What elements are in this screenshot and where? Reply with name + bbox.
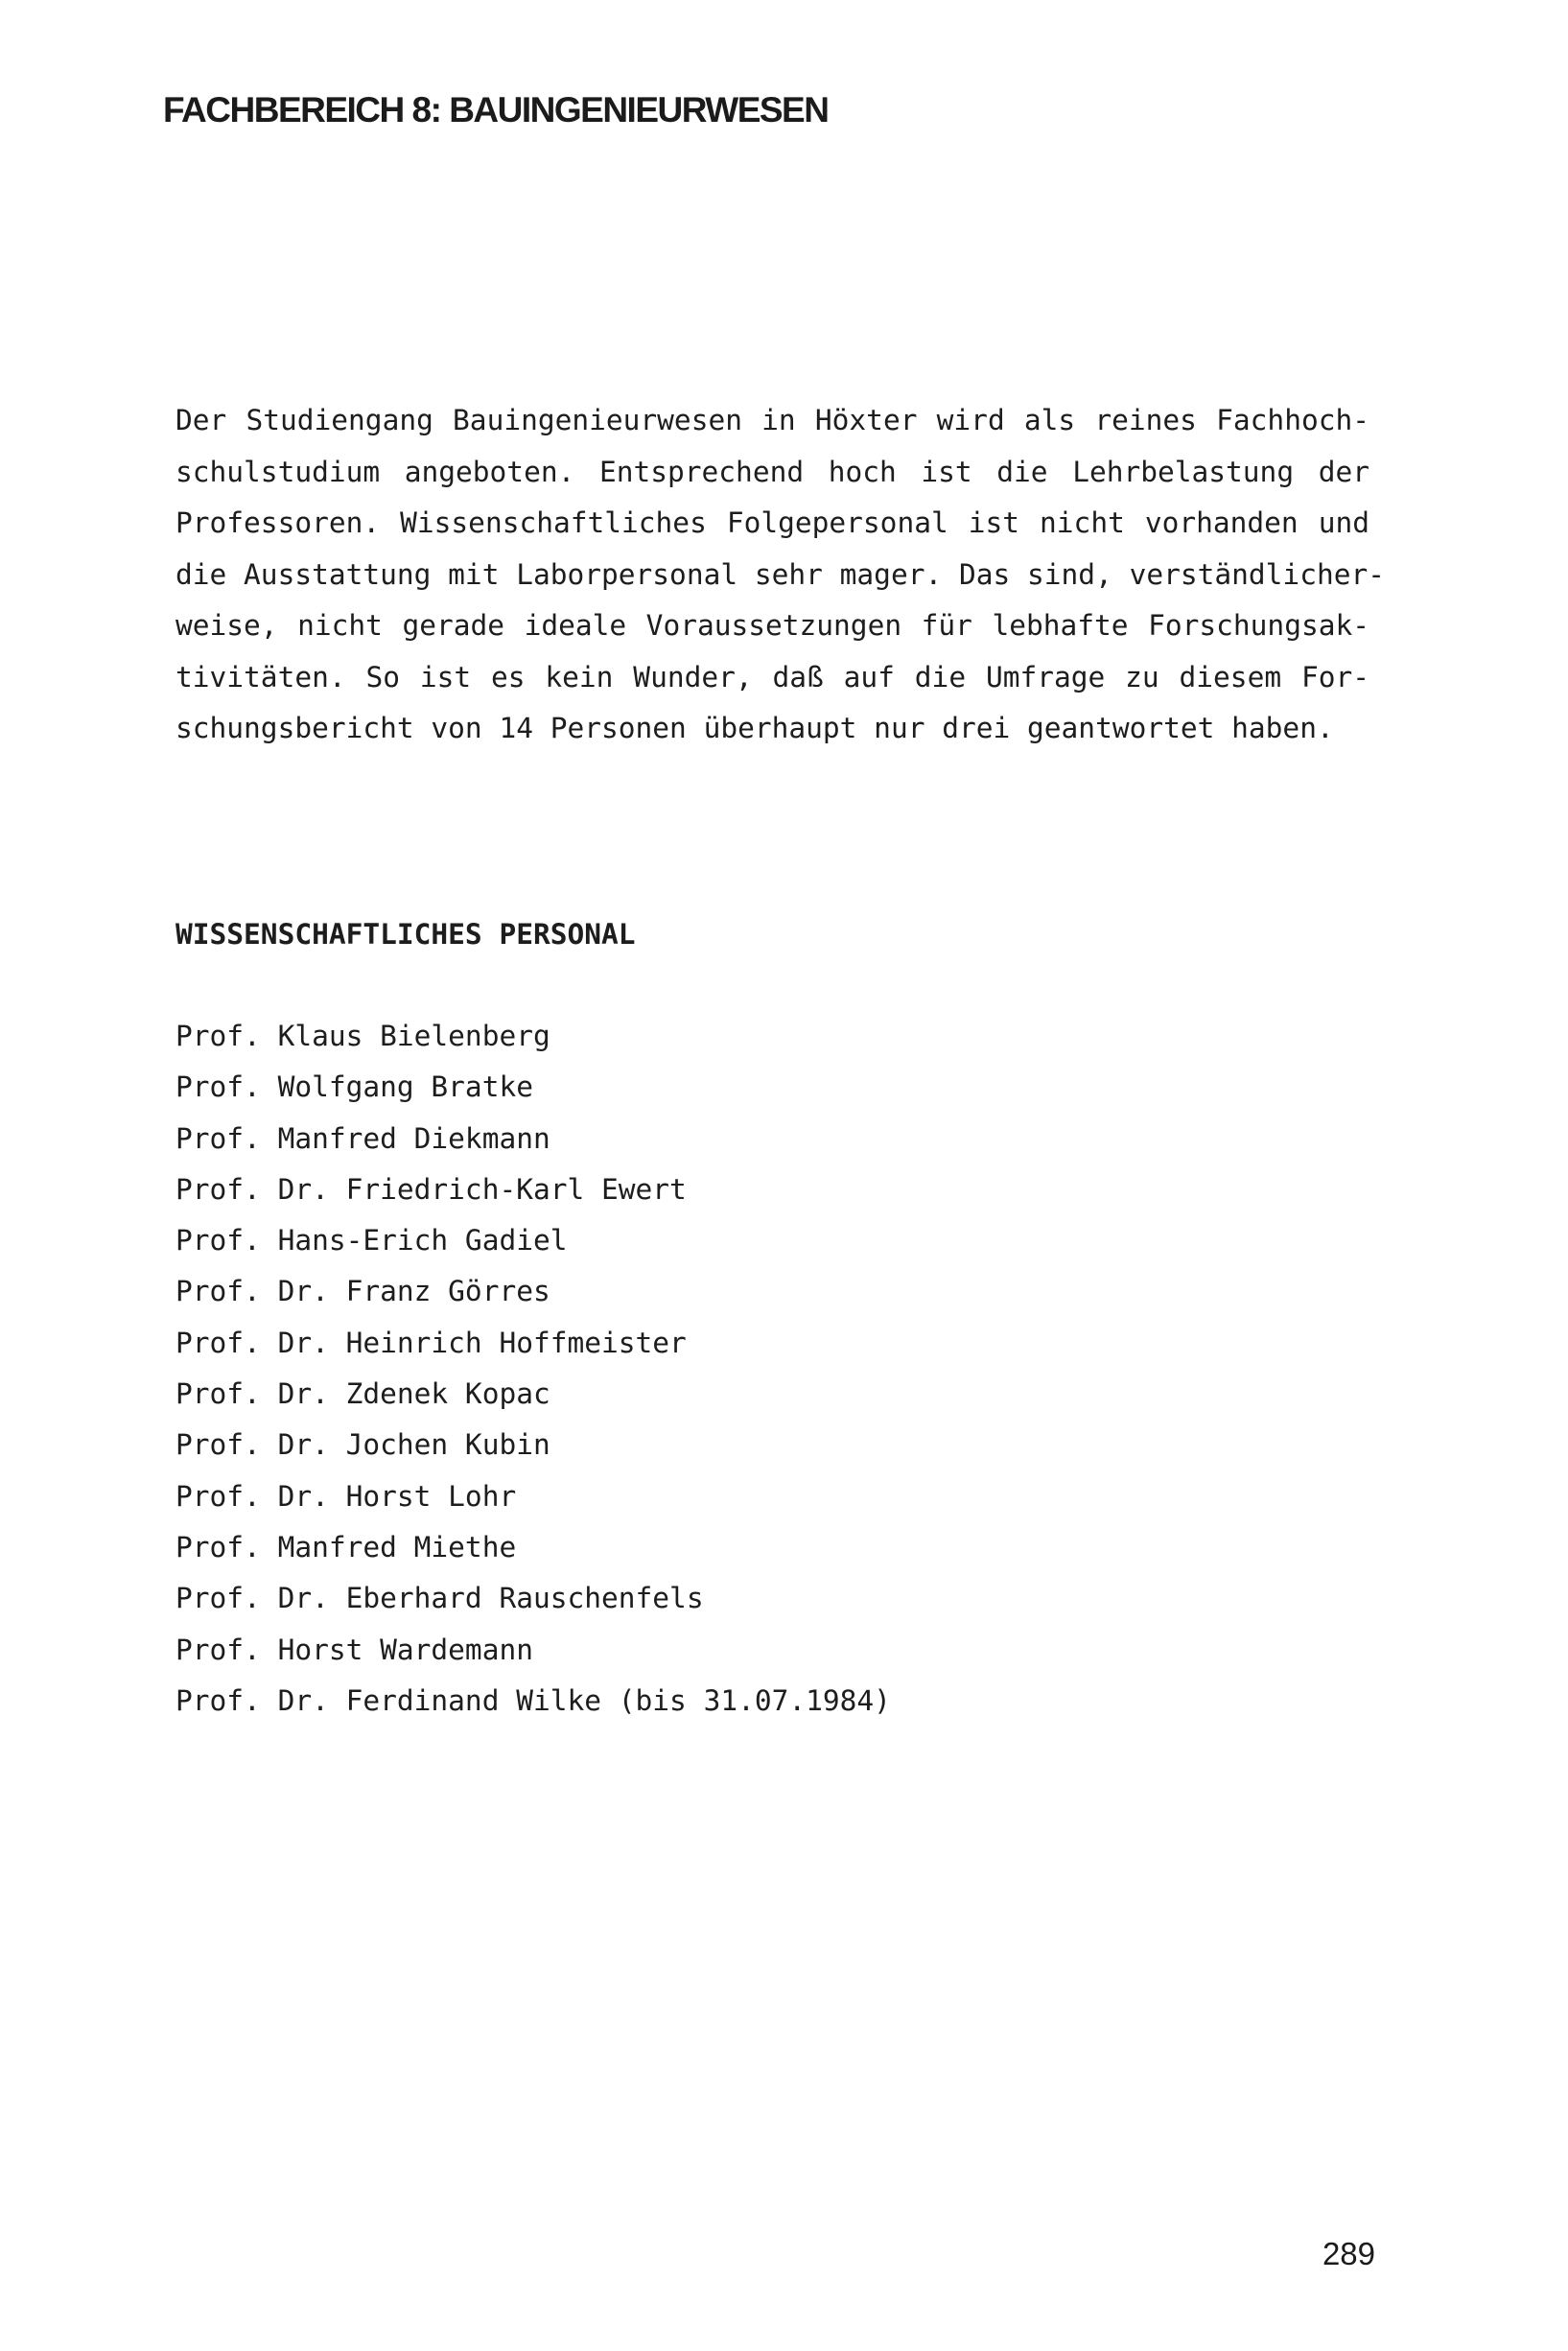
intro-paragraph xyxy=(176,395,1385,755)
staff-list xyxy=(176,1011,891,1727)
intro-line: Der Studiengang Bauingenieurwesen in Höxter wird als reines Fachhoch- xyxy=(176,404,1369,436)
staff-list-item: Prof. Dr. Friedrich-Karl Ewert xyxy=(176,1172,687,1206)
staff-list-item: Prof. Dr. Horst Lohr xyxy=(176,1479,517,1513)
staff-list-item: Prof. Dr. Zdenek Kopac xyxy=(176,1377,550,1411)
section-heading-staff: WISSENSCHAFTLICHES PERSONAL xyxy=(176,918,636,951)
page-title: FACHBEREICH 8: BAUINGENIEURWESEN xyxy=(163,90,829,129)
staff-list-item: Prof. Horst Wardemann xyxy=(176,1633,533,1666)
staff-list-item: Prof. Dr. Jochen Kubin xyxy=(176,1428,550,1462)
staff-list-item: Prof. Hans-Erich Gadiel xyxy=(176,1224,568,1258)
staff-list-item: Prof. Manfred Diekmann xyxy=(176,1121,550,1155)
intro-line: schungsbericht von 14 Personen überhaupt nur drei geantwortet haben. xyxy=(176,712,1334,744)
intro-line: schulstudium angeboten. Entsprechend hoch ist die Lehrbelastung der xyxy=(176,455,1369,488)
staff-list-item: Prof. Klaus Bielenberg xyxy=(176,1020,550,1052)
staff-list-item: Prof. Dr. Eberhard Rauschenfels xyxy=(176,1582,704,1615)
staff-list-item: Prof. Manfred Miethe xyxy=(176,1530,517,1563)
staff-list-item: Prof. Dr. Ferdinand Wilke (bis 31.07.1984) xyxy=(176,1683,891,1717)
intro-line: weise, nicht gerade ideale Voraussetzungen für lebhafte Forschungsak- xyxy=(176,609,1369,642)
intro-line: tivitäten. So ist es kein Wunder, daß auf die Umfrage zu diesem For- xyxy=(176,660,1369,694)
intro-line: die Ausstattung mit Laborpersonal sehr mager. Das sind, verständlicher- xyxy=(176,557,1385,591)
staff-list-item: Prof. Wolfgang Bratke xyxy=(176,1070,533,1104)
intro-line: Professoren. Wissenschaftliches Folgepersonal ist nicht vorhanden und xyxy=(176,506,1369,539)
staff-list-item: Prof. Dr. Heinrich Hoffmeister xyxy=(176,1326,687,1359)
page-number: 289 xyxy=(1322,2236,1375,2271)
staff-list-item: Prof. Dr. Franz Görres xyxy=(176,1275,550,1308)
